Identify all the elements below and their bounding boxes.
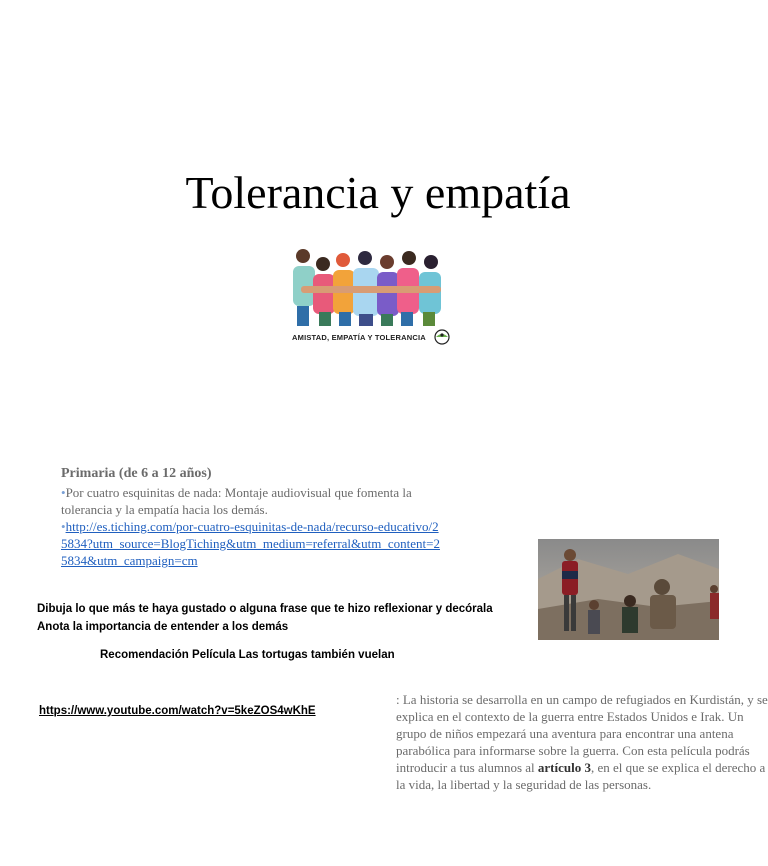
bullet-mark: • xyxy=(61,485,66,500)
synopsis-text-end: , en el que se explica el derecho a la vida, la libertad y la seguridad de las personas. xyxy=(396,760,766,792)
movie-recommendation: Recomendación Película Las tortugas también vuelan xyxy=(100,649,395,661)
list-item xyxy=(61,484,421,518)
movie-synopsis xyxy=(396,691,768,793)
instruction-line: Anota la importancia de entender a los demás xyxy=(37,621,289,633)
list-item-text: Por cuatro esquinitas de nada: Montaje audiovisual que fomenta la tolerancia y la empatía hacia los demás. xyxy=(61,485,412,517)
youtube-link[interactable]: https://www.youtube.com/watch?v=5keZOS4wKhE xyxy=(39,705,316,717)
page-title: Tolerancia y empatía xyxy=(185,167,571,218)
tiching-link[interactable]: http://es.tiching.com/por-cuatro-esquinitas-de-nada/recurso-educativo/25834?utm_source=BlogTiching&utm_medium=referral&utm_content=25834&utm_campaign=cm xyxy=(61,519,440,568)
logo-caption: AMISTAD, EMPATÍA Y TOLERANCIA xyxy=(292,333,426,342)
section-heading-primaria: Primaria (de 6 a 12 años) xyxy=(61,466,212,481)
synopsis-bold-article: artículo 3 xyxy=(537,760,591,775)
bullet-mark: • xyxy=(61,519,66,534)
movie-still-photo xyxy=(538,539,719,640)
synopsis-text: : La historia se desarrolla en un campo de refugiados en Kurdistán, y se explica en el contexto de la guerra entre Estados Unidos e Irak. Un grupo de niños empezará una aventura para encontrar una antena parabólica para informarse sobre la guerra. Con esta película podrás introducir a tus alumnos al xyxy=(396,692,768,775)
instruction-line: Dibuja lo que más te haya gustado o alguna frase que te hizo reflexionar y decórala xyxy=(37,603,493,615)
list-item xyxy=(61,518,441,569)
